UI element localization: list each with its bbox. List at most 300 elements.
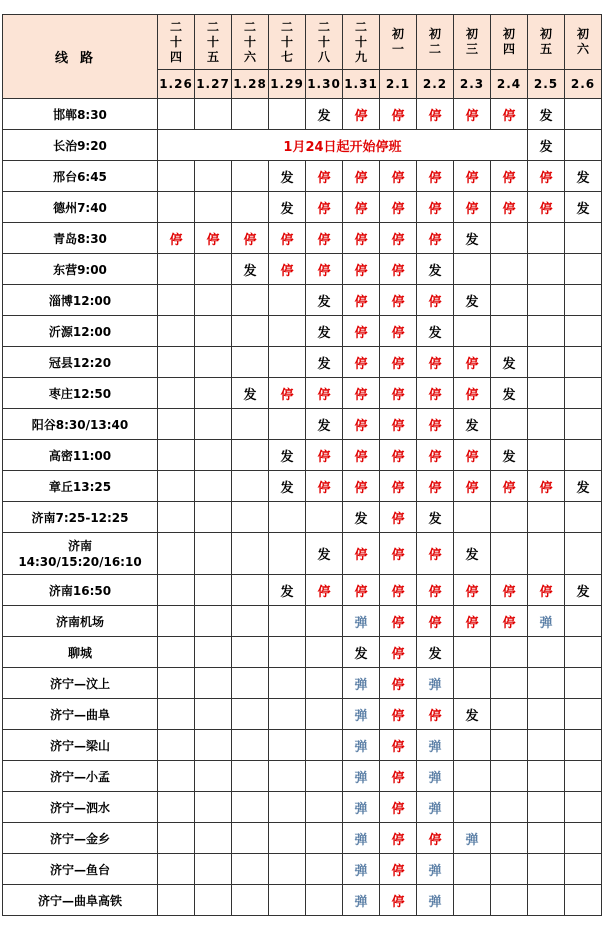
status-cell bbox=[232, 99, 269, 130]
status-cell: 停 bbox=[306, 161, 343, 192]
status-cell: 停 bbox=[528, 471, 565, 502]
status-cell bbox=[269, 316, 306, 347]
status-cell bbox=[528, 761, 565, 792]
status-cell bbox=[158, 885, 195, 916]
table-row bbox=[3, 347, 602, 378]
status-cell: 弹 bbox=[417, 668, 454, 699]
status-cell bbox=[528, 409, 565, 440]
status-cell: 停 bbox=[306, 192, 343, 223]
status-cell bbox=[195, 316, 232, 347]
status-cell: 发 bbox=[491, 378, 528, 409]
status-cell bbox=[528, 668, 565, 699]
status-cell: 停 bbox=[306, 223, 343, 254]
status-cell bbox=[269, 99, 306, 130]
status-cell bbox=[528, 347, 565, 378]
status-cell: 停 bbox=[380, 440, 417, 471]
status-cell: 停 bbox=[380, 668, 417, 699]
status-cell: 停 bbox=[380, 575, 417, 606]
table-row bbox=[3, 761, 602, 792]
status-cell: 停 bbox=[343, 347, 380, 378]
status-cell bbox=[528, 254, 565, 285]
status-cell: 停 bbox=[417, 192, 454, 223]
route-name: 高密11:00 bbox=[3, 440, 158, 471]
status-cell: 停 bbox=[306, 378, 343, 409]
status-cell bbox=[269, 823, 306, 854]
status-cell bbox=[565, 99, 602, 130]
status-cell bbox=[195, 440, 232, 471]
status-cell: 弹 bbox=[454, 823, 491, 854]
status-cell bbox=[232, 285, 269, 316]
status-cell: 发 bbox=[306, 533, 343, 575]
route-name: 济宁—曲阜 bbox=[3, 699, 158, 730]
header-lunar-row bbox=[3, 15, 602, 70]
lunar-char: 初 bbox=[428, 27, 441, 41]
status-cell bbox=[269, 792, 306, 823]
status-cell: 发 bbox=[491, 440, 528, 471]
status-cell: 发 bbox=[232, 254, 269, 285]
route-name: 东营9:00 bbox=[3, 254, 158, 285]
status-cell bbox=[195, 792, 232, 823]
status-cell bbox=[454, 761, 491, 792]
status-cell bbox=[232, 761, 269, 792]
status-cell bbox=[269, 637, 306, 668]
status-cell: 停 bbox=[417, 409, 454, 440]
status-cell: 发 bbox=[269, 161, 306, 192]
route-name: 章丘13:25 bbox=[3, 471, 158, 502]
suspension-notice: 1月24日起开始停班 bbox=[158, 130, 528, 161]
lunar-day-header bbox=[565, 15, 602, 70]
route-name-line: 济南 bbox=[67, 538, 92, 553]
status-cell bbox=[565, 792, 602, 823]
lunar-char: 初 bbox=[576, 27, 589, 41]
date-header: 1.29 bbox=[269, 70, 306, 99]
status-cell bbox=[158, 854, 195, 885]
status-cell: 停 bbox=[343, 440, 380, 471]
status-cell: 停 bbox=[343, 223, 380, 254]
status-cell bbox=[158, 347, 195, 378]
status-cell: 发 bbox=[269, 440, 306, 471]
lunar-char: 五 bbox=[539, 42, 552, 56]
status-cell bbox=[306, 730, 343, 761]
route-name: 济南16:50 bbox=[3, 575, 158, 606]
status-cell bbox=[158, 378, 195, 409]
schedule-table bbox=[2, 14, 602, 916]
status-cell: 发 bbox=[454, 223, 491, 254]
lunar-char: 十 bbox=[243, 34, 256, 49]
status-cell bbox=[158, 606, 195, 637]
status-cell: 弹 bbox=[343, 823, 380, 854]
route-name: 冠县12:20 bbox=[3, 347, 158, 378]
status-cell: 弹 bbox=[417, 854, 454, 885]
status-cell bbox=[565, 699, 602, 730]
status-cell bbox=[528, 223, 565, 254]
status-cell bbox=[565, 440, 602, 471]
status-cell: 停 bbox=[417, 440, 454, 471]
status-cell: 停 bbox=[491, 192, 528, 223]
lunar-char: 十 bbox=[169, 34, 182, 49]
status-cell: 发 bbox=[306, 285, 343, 316]
lunar-char: 八 bbox=[317, 49, 330, 64]
table-row bbox=[3, 99, 602, 130]
status-cell bbox=[565, 378, 602, 409]
table-row bbox=[3, 699, 602, 730]
route-name: 济宁—曲阜高铁 bbox=[3, 885, 158, 916]
status-cell: 停 bbox=[380, 347, 417, 378]
status-cell: 停 bbox=[380, 606, 417, 637]
status-cell: 停 bbox=[491, 575, 528, 606]
status-cell bbox=[491, 668, 528, 699]
status-cell: 停 bbox=[380, 378, 417, 409]
table-row bbox=[3, 823, 602, 854]
status-cell bbox=[565, 254, 602, 285]
route-name: 淄博12:00 bbox=[3, 285, 158, 316]
status-cell bbox=[491, 637, 528, 668]
status-cell bbox=[195, 471, 232, 502]
status-cell bbox=[491, 316, 528, 347]
status-cell bbox=[158, 533, 195, 575]
status-cell bbox=[195, 502, 232, 533]
lunar-char: 十 bbox=[354, 34, 367, 49]
status-cell: 发 bbox=[454, 285, 491, 316]
status-cell: 弹 bbox=[528, 606, 565, 637]
status-cell bbox=[306, 885, 343, 916]
status-cell bbox=[269, 347, 306, 378]
lunar-char: 二 bbox=[354, 19, 367, 34]
status-cell: 停 bbox=[343, 533, 380, 575]
status-cell bbox=[491, 792, 528, 823]
route-column-header: 线路 bbox=[3, 15, 158, 99]
status-cell: 停 bbox=[269, 223, 306, 254]
table-row bbox=[3, 575, 602, 606]
status-cell bbox=[232, 668, 269, 699]
status-cell: 停 bbox=[454, 575, 491, 606]
status-cell bbox=[195, 854, 232, 885]
status-cell: 停 bbox=[343, 378, 380, 409]
status-cell: 停 bbox=[454, 471, 491, 502]
table-row bbox=[3, 440, 602, 471]
status-cell bbox=[491, 885, 528, 916]
status-cell bbox=[269, 854, 306, 885]
status-cell bbox=[232, 637, 269, 668]
status-cell bbox=[454, 668, 491, 699]
status-cell bbox=[565, 761, 602, 792]
status-cell bbox=[269, 533, 306, 575]
status-cell: 停 bbox=[380, 471, 417, 502]
lunar-char: 二 bbox=[243, 19, 256, 34]
status-cell: 发 bbox=[417, 316, 454, 347]
status-cell: 停 bbox=[343, 471, 380, 502]
status-cell: 弹 bbox=[343, 606, 380, 637]
table-row bbox=[3, 130, 602, 161]
status-cell bbox=[565, 885, 602, 916]
status-cell bbox=[306, 854, 343, 885]
status-cell bbox=[232, 699, 269, 730]
date-header: 2.4 bbox=[491, 70, 528, 99]
status-cell bbox=[491, 223, 528, 254]
status-cell: 发 bbox=[306, 316, 343, 347]
lunar-char: 十 bbox=[317, 34, 330, 49]
status-cell bbox=[232, 440, 269, 471]
lunar-char: 十 bbox=[280, 34, 293, 49]
route-name: 沂源12:00 bbox=[3, 316, 158, 347]
lunar-char: 九 bbox=[354, 49, 367, 64]
lunar-day-header bbox=[343, 15, 380, 70]
status-cell bbox=[491, 730, 528, 761]
status-cell bbox=[195, 99, 232, 130]
route-name: 青岛8:30 bbox=[3, 223, 158, 254]
status-cell bbox=[158, 192, 195, 223]
status-cell bbox=[269, 606, 306, 637]
status-cell: 停 bbox=[417, 285, 454, 316]
status-cell bbox=[195, 285, 232, 316]
route-name: 济宁—泗水 bbox=[3, 792, 158, 823]
status-cell: 发 bbox=[232, 378, 269, 409]
status-cell bbox=[158, 668, 195, 699]
status-cell bbox=[232, 575, 269, 606]
status-cell: 发 bbox=[565, 575, 602, 606]
status-cell: 弹 bbox=[417, 730, 454, 761]
date-header: 2.3 bbox=[454, 70, 491, 99]
status-cell: 停 bbox=[491, 471, 528, 502]
status-cell: 发 bbox=[454, 409, 491, 440]
status-cell: 发 bbox=[417, 502, 454, 533]
status-cell: 发 bbox=[565, 192, 602, 223]
status-cell bbox=[158, 502, 195, 533]
status-cell: 停 bbox=[417, 533, 454, 575]
status-cell: 停 bbox=[491, 161, 528, 192]
status-cell bbox=[306, 761, 343, 792]
lunar-char: 二 bbox=[317, 19, 330, 34]
lunar-char: 初 bbox=[539, 27, 552, 41]
status-cell: 停 bbox=[306, 254, 343, 285]
status-cell bbox=[158, 471, 195, 502]
status-cell bbox=[306, 502, 343, 533]
status-cell: 停 bbox=[454, 192, 491, 223]
status-cell bbox=[232, 471, 269, 502]
status-cell: 发 bbox=[269, 575, 306, 606]
status-cell: 停 bbox=[343, 99, 380, 130]
status-cell: 停 bbox=[380, 502, 417, 533]
status-cell: 停 bbox=[380, 316, 417, 347]
status-cell: 停 bbox=[380, 161, 417, 192]
status-cell: 发 bbox=[528, 130, 565, 161]
route-name: 聊城 bbox=[3, 637, 158, 668]
status-cell bbox=[158, 161, 195, 192]
status-cell: 停 bbox=[306, 440, 343, 471]
status-cell bbox=[528, 378, 565, 409]
status-cell: 停 bbox=[380, 99, 417, 130]
status-cell bbox=[158, 409, 195, 440]
status-cell bbox=[565, 409, 602, 440]
status-cell: 停 bbox=[380, 409, 417, 440]
status-cell: 停 bbox=[417, 823, 454, 854]
lunar-char: 初 bbox=[465, 27, 478, 41]
table-row bbox=[3, 606, 602, 637]
status-cell: 停 bbox=[343, 192, 380, 223]
date-header: 1.31 bbox=[343, 70, 380, 99]
status-cell bbox=[528, 885, 565, 916]
status-cell: 停 bbox=[454, 606, 491, 637]
status-cell: 停 bbox=[380, 699, 417, 730]
status-cell: 停 bbox=[343, 285, 380, 316]
date-header: 1.28 bbox=[232, 70, 269, 99]
lunar-day-header bbox=[269, 15, 306, 70]
status-cell: 停 bbox=[269, 254, 306, 285]
route-name-line: 14:30/15:20/16:10 bbox=[18, 554, 142, 569]
date-header: 2.2 bbox=[417, 70, 454, 99]
status-cell bbox=[454, 854, 491, 885]
table-row bbox=[3, 285, 602, 316]
status-cell bbox=[565, 730, 602, 761]
table-row bbox=[3, 885, 602, 916]
status-cell: 停 bbox=[306, 575, 343, 606]
status-cell bbox=[565, 823, 602, 854]
status-cell bbox=[158, 637, 195, 668]
status-cell: 停 bbox=[380, 823, 417, 854]
status-cell: 停 bbox=[417, 471, 454, 502]
lunar-char: 二 bbox=[428, 42, 441, 56]
status-cell: 停 bbox=[417, 347, 454, 378]
status-cell: 停 bbox=[158, 223, 195, 254]
status-cell: 发 bbox=[491, 347, 528, 378]
status-cell bbox=[269, 885, 306, 916]
status-cell bbox=[158, 575, 195, 606]
status-cell: 发 bbox=[269, 192, 306, 223]
status-cell: 停 bbox=[380, 637, 417, 668]
status-cell bbox=[454, 792, 491, 823]
status-cell: 停 bbox=[380, 854, 417, 885]
status-cell: 弹 bbox=[417, 792, 454, 823]
lunar-char: 一 bbox=[391, 42, 404, 56]
status-cell: 弹 bbox=[343, 668, 380, 699]
status-cell bbox=[528, 699, 565, 730]
status-cell bbox=[565, 606, 602, 637]
status-cell bbox=[565, 347, 602, 378]
route-name: 德州7:40 bbox=[3, 192, 158, 223]
route-name: 长治9:20 bbox=[3, 130, 158, 161]
table-row bbox=[3, 637, 602, 668]
route-name: 阳谷8:30/13:40 bbox=[3, 409, 158, 440]
table-row bbox=[3, 161, 602, 192]
status-cell: 停 bbox=[491, 606, 528, 637]
status-cell bbox=[232, 161, 269, 192]
status-cell: 停 bbox=[380, 792, 417, 823]
status-cell: 停 bbox=[454, 347, 491, 378]
status-cell bbox=[232, 854, 269, 885]
status-cell bbox=[232, 792, 269, 823]
status-cell bbox=[528, 823, 565, 854]
status-cell bbox=[565, 668, 602, 699]
status-cell: 弹 bbox=[343, 761, 380, 792]
status-cell bbox=[454, 316, 491, 347]
lunar-char: 三 bbox=[465, 42, 478, 56]
status-cell bbox=[454, 502, 491, 533]
status-cell: 停 bbox=[417, 699, 454, 730]
status-cell bbox=[491, 254, 528, 285]
route-name: 济南7:25-12:25 bbox=[3, 502, 158, 533]
status-cell bbox=[195, 409, 232, 440]
status-cell bbox=[232, 606, 269, 637]
lunar-char: 七 bbox=[280, 49, 293, 64]
status-cell: 停 bbox=[454, 99, 491, 130]
status-cell bbox=[306, 637, 343, 668]
status-cell bbox=[528, 730, 565, 761]
table-row bbox=[3, 409, 602, 440]
status-cell bbox=[491, 761, 528, 792]
status-cell: 停 bbox=[417, 378, 454, 409]
status-cell bbox=[454, 637, 491, 668]
lunar-char: 初 bbox=[502, 27, 515, 41]
status-cell bbox=[158, 254, 195, 285]
status-cell: 停 bbox=[417, 223, 454, 254]
status-cell: 停 bbox=[454, 378, 491, 409]
lunar-char: 二 bbox=[280, 19, 293, 34]
table-row bbox=[3, 854, 602, 885]
status-cell bbox=[158, 823, 195, 854]
table-row bbox=[3, 471, 602, 502]
route-name: 邢台6:45 bbox=[3, 161, 158, 192]
lunar-day-header bbox=[232, 15, 269, 70]
status-cell: 发 bbox=[343, 502, 380, 533]
status-cell: 发 bbox=[454, 699, 491, 730]
status-cell bbox=[306, 792, 343, 823]
status-cell: 停 bbox=[528, 161, 565, 192]
status-cell bbox=[491, 854, 528, 885]
status-cell: 发 bbox=[417, 637, 454, 668]
status-cell bbox=[565, 223, 602, 254]
status-cell bbox=[158, 792, 195, 823]
status-cell: 发 bbox=[306, 409, 343, 440]
status-cell bbox=[195, 668, 232, 699]
status-cell bbox=[454, 885, 491, 916]
status-cell bbox=[232, 316, 269, 347]
status-cell bbox=[491, 285, 528, 316]
status-cell bbox=[528, 533, 565, 575]
status-cell: 停 bbox=[417, 575, 454, 606]
status-cell bbox=[195, 347, 232, 378]
lunar-day-header bbox=[454, 15, 491, 70]
status-cell: 发 bbox=[528, 99, 565, 130]
table-row bbox=[3, 502, 602, 533]
status-cell: 停 bbox=[417, 99, 454, 130]
status-cell: 停 bbox=[454, 440, 491, 471]
table-row bbox=[3, 378, 602, 409]
status-cell bbox=[269, 761, 306, 792]
status-cell bbox=[528, 316, 565, 347]
status-cell bbox=[565, 637, 602, 668]
lunar-char: 四 bbox=[169, 49, 182, 64]
status-cell bbox=[232, 347, 269, 378]
route-name: 枣庄12:50 bbox=[3, 378, 158, 409]
status-cell bbox=[565, 130, 602, 161]
status-cell bbox=[491, 823, 528, 854]
lunar-day-header bbox=[380, 15, 417, 70]
status-cell bbox=[195, 533, 232, 575]
lunar-char: 二 bbox=[206, 19, 219, 34]
status-cell bbox=[195, 378, 232, 409]
status-cell: 停 bbox=[380, 761, 417, 792]
lunar-day-header bbox=[417, 15, 454, 70]
status-cell: 停 bbox=[528, 575, 565, 606]
status-cell: 停 bbox=[454, 161, 491, 192]
lunar-char: 五 bbox=[206, 49, 219, 64]
status-cell: 停 bbox=[417, 606, 454, 637]
status-cell: 弹 bbox=[343, 699, 380, 730]
status-cell: 停 bbox=[528, 192, 565, 223]
status-cell: 停 bbox=[380, 533, 417, 575]
lunar-day-header bbox=[158, 15, 195, 70]
status-cell: 弹 bbox=[343, 885, 380, 916]
